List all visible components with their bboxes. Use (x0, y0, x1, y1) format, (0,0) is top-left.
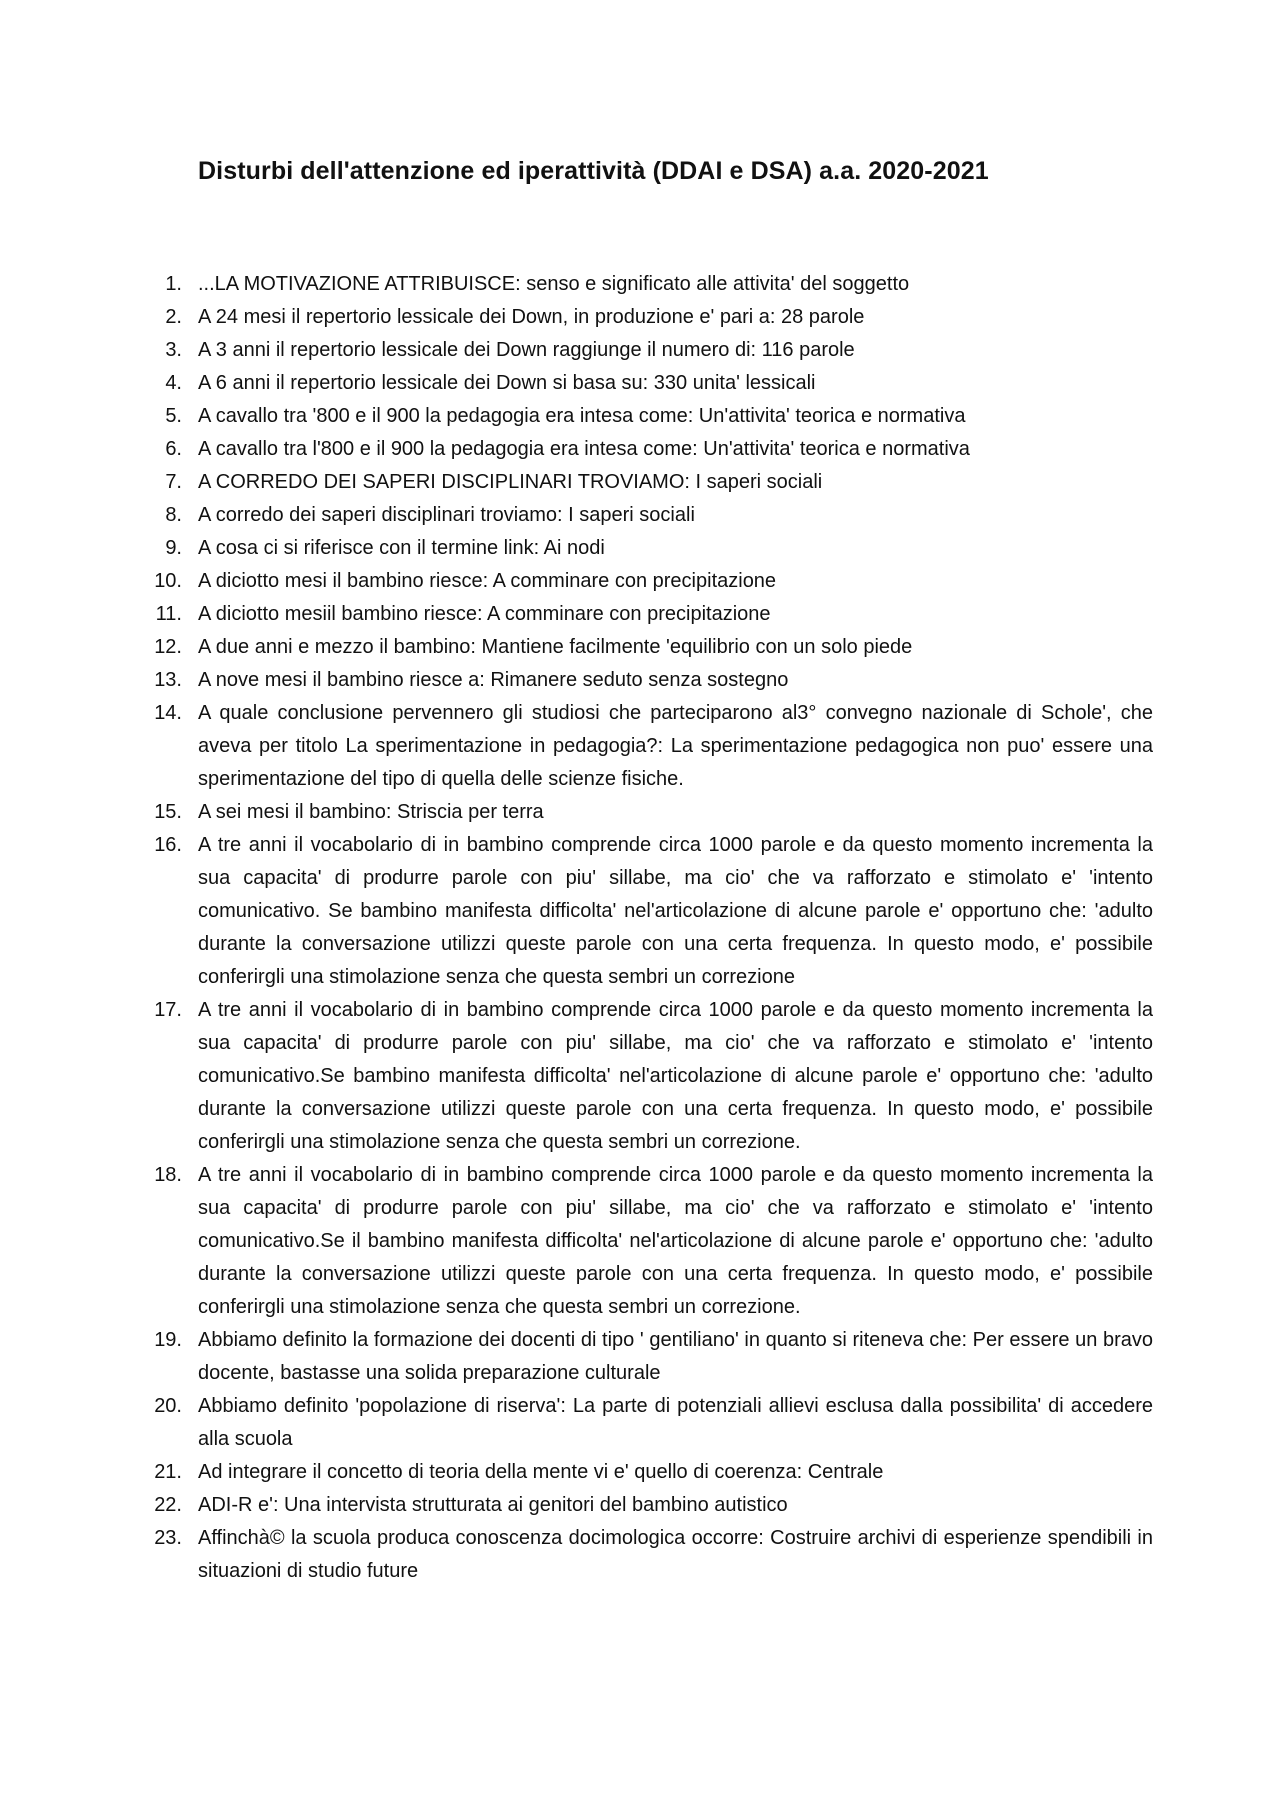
item-number: 9. (165, 537, 182, 559)
list-item (0, 1489, 1153, 1522)
item-text: A diciotto mesiil bambino riesce: A comminare con precipitazione (198, 603, 771, 625)
item-text: A nove mesi il bambino riesce a: Rimanere seduto senza sostegno (198, 669, 789, 691)
item-number: 14. (154, 702, 182, 724)
item-number: 18. (154, 1164, 182, 1186)
question-answer-list (0, 268, 1280, 1588)
item-text: A due anni e mezzo il bambino: Mantiene facilmente 'equilibrio con un solo piede (198, 636, 913, 658)
item-number: 12. (154, 636, 182, 658)
list-item (0, 334, 1153, 367)
item-number: 7. (165, 471, 182, 493)
list-item (0, 565, 1153, 598)
item-text: A tre anni il vocabolario di in bambino comprende circa 1000 parole e da questo momento incrementa la sua capacita' di produrre parole con piu' sillabe, ma cio' che va rafforzato e stimolato e' 'intento comunicativo.Se il bambino manifesta difficolta' nel'articolazione di alcune parole e' opportuno che: 'adulto durante la conversazione utilizzi queste parole con una certa frequenza. In questo modo, e' possibile conferirgli una stimolazione senza che questa sembri un correzione. (198, 1164, 1153, 1318)
item-number: 8. (165, 504, 182, 526)
list-item (0, 631, 1153, 664)
list-item (0, 433, 1153, 466)
item-text: A 3 anni il repertorio lessicale dei Down raggiunge il numero di: 116 parole (198, 339, 855, 361)
item-number: 22. (154, 1494, 182, 1516)
list-item (0, 829, 1153, 994)
item-text: Affinchà© la scuola produca conoscenza docimologica occorre: Costruire archivi di esperienze spendibili in situazioni di studio future (198, 1527, 1153, 1582)
item-number: 11. (155, 603, 182, 625)
list-item (0, 367, 1153, 400)
list-item (0, 1324, 1153, 1390)
list-item (0, 1390, 1153, 1456)
list-item (0, 1159, 1153, 1324)
list-item (0, 499, 1153, 532)
item-text: A cosa ci si riferisce con il termine link: Ai nodi (198, 537, 605, 559)
item-text: A diciotto mesi il bambino riesce: A comminare con precipitazione (198, 570, 777, 592)
item-number: 21. (154, 1461, 182, 1483)
list-item (0, 796, 1153, 829)
list-item (0, 664, 1153, 697)
item-number: 19. (154, 1329, 182, 1351)
item-text: Abbiamo definito 'popolazione di riserva': La parte di potenziali allievi esclusa dalla possibilita' di accedere alla scuola (198, 1395, 1153, 1450)
list-item (0, 994, 1153, 1159)
item-number: 20. (154, 1395, 182, 1417)
item-number: 6. (165, 438, 182, 460)
item-text: A quale conclusione pervennero gli studiosi che parteciparono al3° convegno nazionale di Schole', che aveva per titolo La sperimentazione in pedagogia?: La sperimentazione pedagogica non puo' essere una sperimentazione del tipo di quella delle scienze fisiche. (198, 702, 1153, 790)
item-text: A 6 anni il repertorio lessicale dei Down si basa su: 330 unita' lessicali (198, 372, 816, 394)
document-title: Disturbi dell'attenzione ed iperattività (DDAI e DSA) a.a. 2020-2021 (198, 157, 989, 185)
item-number: 1. (165, 273, 182, 295)
list-item (0, 1456, 1153, 1489)
item-text: A sei mesi il bambino: Striscia per terra (198, 801, 544, 823)
item-text: Abbiamo definito la formazione dei docenti di tipo ' gentiliano' in quanto si riteneva che: Per essere un bravo docente, bastasse una solida preparazione culturale (198, 1329, 1153, 1384)
list-item (0, 268, 1153, 301)
item-number: 17. (154, 999, 182, 1021)
item-number: 23. (154, 1527, 182, 1549)
item-number: 4. (165, 372, 182, 394)
item-number: 3. (165, 339, 182, 361)
item-text: A cavallo tra '800 e il 900 la pedagogia era intesa come: Un'attivita' teorica e normativa (198, 405, 966, 427)
item-text: A CORREDO DEI SAPERI DISCIPLINARI TROVIAMO: I saperi sociali (198, 471, 823, 493)
item-number: 15. (154, 801, 182, 823)
item-number: 13. (154, 669, 182, 691)
list-item (0, 301, 1153, 334)
list-item (0, 598, 1153, 631)
item-text: A tre anni il vocabolario di in bambino comprende circa 1000 parole e da questo momento incrementa la sua capacita' di produrre parole con piu' sillabe, ma cio' che va rafforzato e stimolato e' 'intento comunicativo.Se bambino manifesta difficolta' nel'articolazione di alcune parole e' opportuno che: 'adulto durante la conversazione utilizzi queste parole con una certa frequenza. In questo modo, e' possibile conferirgli una stimolazione senza che questa sembri un correzione. (198, 999, 1153, 1153)
item-text: ...LA MOTIVAZIONE ATTRIBUISCE: senso e significato alle attivita' del soggetto (198, 273, 910, 295)
list-item (0, 1522, 1153, 1588)
list-item (0, 466, 1153, 499)
item-text: A tre anni il vocabolario di in bambino comprende circa 1000 parole e da questo momento incrementa la sua capacita' di produrre parole con piu' sillabe, ma cio' che va rafforzato e stimolato e' 'intento comunicativo. Se bambino manifesta difficolta' nel'articolazione di alcune parole e' opportuno che: 'adulto durante la conversazione utilizzi queste parole con una certa frequenza. In questo modo, e' possibile conferirgli una stimolazione senza che questa sembri un correzione (198, 834, 1153, 988)
item-text: ADI-R e': Una intervista strutturata ai genitori del bambino autistico (198, 1494, 788, 1516)
item-number: 2. (165, 306, 182, 328)
item-text: A 24 mesi il repertorio lessicale dei Down, in produzione e' pari a: 28 parole (198, 306, 865, 328)
item-number: 10. (154, 570, 182, 592)
item-text: A cavallo tra l'800 e il 900 la pedagogia era intesa come: Un'attivita' teorica e normativa (198, 438, 970, 460)
item-number: 5. (165, 405, 182, 427)
item-text: A corredo dei saperi disciplinari troviamo: I saperi sociali (198, 504, 695, 526)
list-item (0, 532, 1153, 565)
list-item (0, 697, 1153, 796)
item-number: 16. (154, 834, 182, 856)
item-text: Ad integrare il concetto di teoria della mente vi e' quello di coerenza: Centrale (198, 1461, 884, 1483)
list-item (0, 400, 1153, 433)
